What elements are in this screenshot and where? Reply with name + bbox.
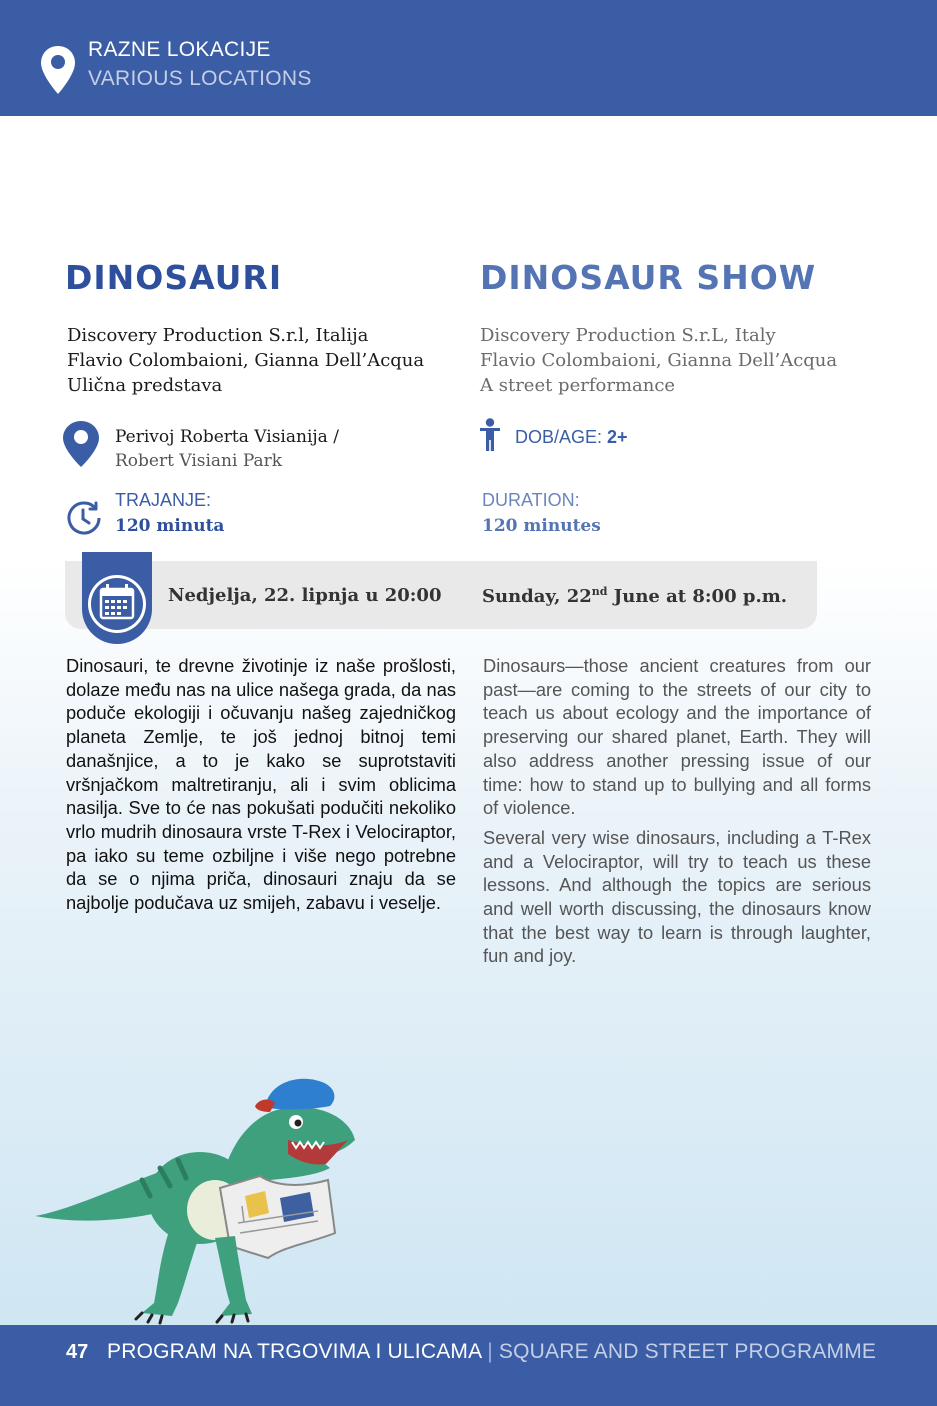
duration-label-en: DURATION: [482, 490, 580, 510]
event-meta-hr [67, 323, 424, 398]
event-title-hr: DINOSAURI [65, 258, 283, 297]
footer-title-hr: PROGRAM NA TRGOVIMA I ULICAMA [107, 1340, 482, 1363]
footer-separator: | [487, 1340, 493, 1363]
duration-value-hr: 120 minuta [115, 516, 225, 536]
genre-hr: Ulična predstava [67, 375, 223, 396]
footer-title-en: SQUARE AND STREET PROGRAMME [498, 1340, 877, 1363]
page-number: 47 [66, 1341, 89, 1363]
description-en-paragraph: Several very wise dinosaurs, including a T-Rex and a Velociraptor, will try to teach us these lessons. And although the topics are serious and well worth discussing, the dinosaurs know that the best way to learn is through laughter, fun and joy. [483, 826, 871, 967]
event-meta-en [480, 323, 837, 398]
section-title-hr: RAZNE LOKACIJE [88, 38, 271, 61]
location-hr: Perivoj Roberta Visianija / [115, 427, 339, 447]
description-hr: Dinosauri, te drevne životinje iz naše prošlosti, dolaze među nas na ulice našega grada, da nas poduče ekologiji i očuvanju našeg zajedničkog planeta Zemlje, te još jednoj bitnoj temi današnjice, a to je kako se suprotstaviti vršnjačkom maltretiranju, ali i svim oblicima nasilja. Sve to će nas pokušati podučiti nekoliko vrlo mudrih dinosaura vrste T-Rex i Velociraptor, pa iako su teme ozbiljne i više nego potrebne da se o njima priča, dinosauri znaju da se najbolje podučava uz smijeh, zabavu i veselje. [66, 655, 456, 914]
page-footer [0, 1325, 937, 1406]
location-pin-icon [40, 45, 76, 95]
performers-en: Flavio Colombaioni, Gianna Dell’Acqua [480, 350, 838, 371]
clock-icon [66, 500, 102, 536]
duration-value-en: 120 minutes [482, 516, 601, 536]
genre-en: A street performance [480, 375, 676, 396]
dinosaur-illustration [30, 1068, 365, 1328]
footer-title [107, 1340, 876, 1364]
producer-en: Discovery Production S.r.L, Italy [480, 325, 776, 346]
person-icon [478, 418, 502, 452]
duration-label-hr: TRAJANJE: [115, 490, 212, 510]
age-info [515, 427, 628, 448]
performers-hr: Flavio Colombaioni, Gianna Dell’Acqua [67, 350, 425, 371]
page-header [0, 0, 937, 116]
location-pin-icon [62, 420, 100, 468]
date-en: Sunday, 22nd June at 8:00 p.m. [482, 585, 788, 607]
age-value: 2+ [607, 427, 628, 447]
age-label: DOB/AGE: [515, 427, 603, 447]
section-title-en: VARIOUS LOCATIONS [88, 67, 312, 90]
producer-hr: Discovery Production S.r.l, Italija [67, 325, 369, 346]
calendar-icon [82, 552, 152, 644]
description-en [483, 654, 871, 974]
location-en: Robert Visiani Park [115, 451, 283, 471]
date-hr: Nedjelja, 22. lipnja u 20:00 [168, 585, 442, 606]
description-en-paragraph: Dinosaurs—those ancient creatures from our past—are coming to the streets of our city to teach us about ecology and the importance of preserving our shared planet, Earth. They will also address another pressing issue of our time: how to stand up to bullying and all forms of violence. [483, 655, 871, 819]
event-title-en: DINOSAUR SHOW [480, 258, 817, 297]
